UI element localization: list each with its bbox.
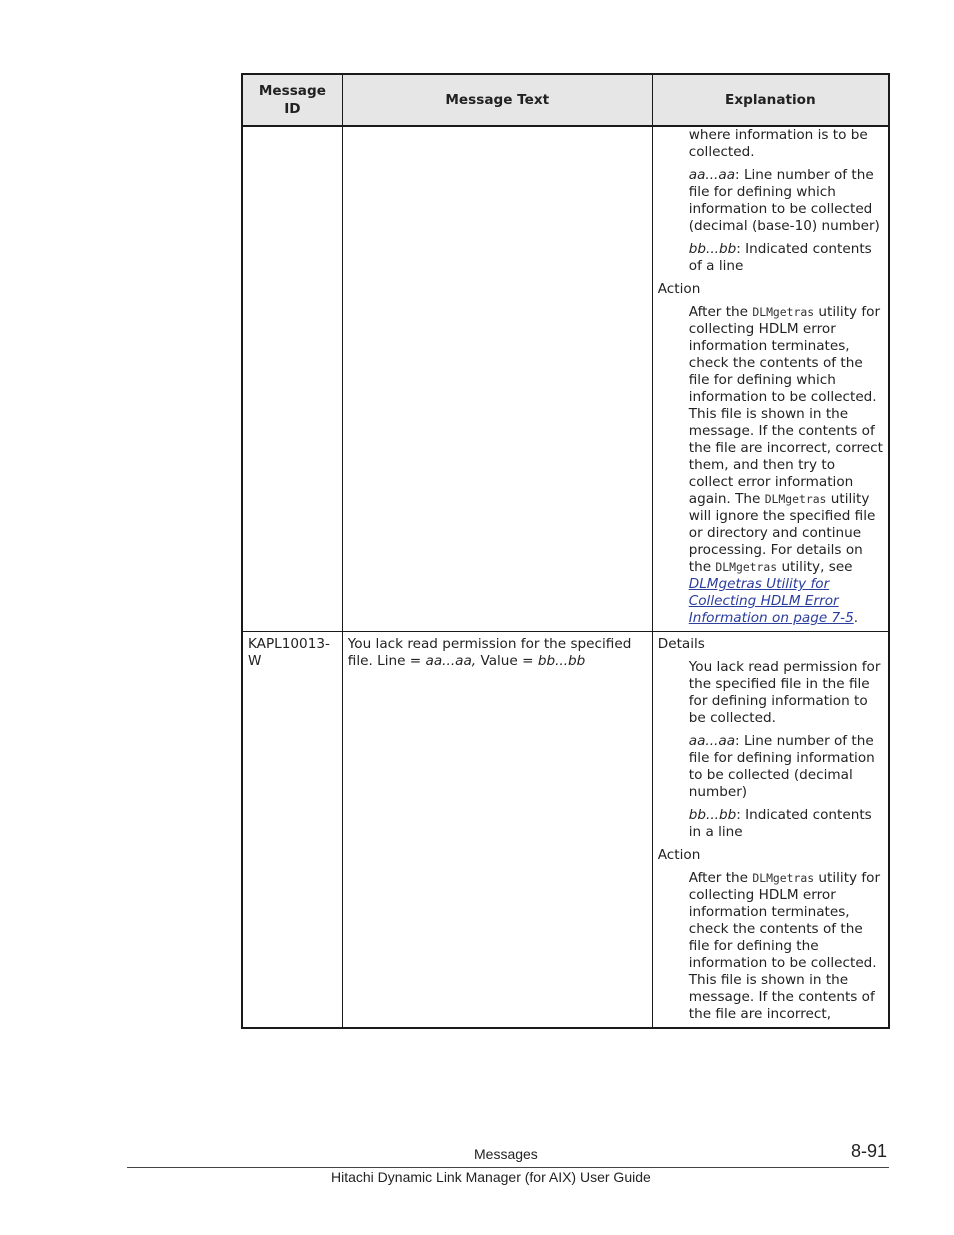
footer-section-name: Messages [474,1146,538,1162]
page-number: 8-91 [851,1141,888,1161]
table-header-row [242,74,889,126]
header-message-id: Message ID [242,74,342,126]
table-row [242,632,889,1029]
action-heading: Action [657,281,701,297]
action-paragraph: After the DLMgetras utility for collecting HDLM error information terminates, check the contents of the file for defining which information to be collected. This file is shown in the message. If the contents of the file are incorrect, correct them, and then try to collect error information again. The DLMgetras utility will ignore the specified file or directory and continue processing. For details on the DLMgetras utility, see DLMgetras Utility for Collecting HDLM Error Information on page 7-5. [688,304,883,626]
details-heading: Details [657,636,705,652]
code-dlmgetras: DLMgetras [715,560,778,574]
explanation-paragraph: aa...aa: Line number of the file for defining information to be collected (decimal number) [688,733,875,800]
message-text-cell [342,126,652,632]
explanation-paragraph: bb...bb: Indicated contents of a line [688,241,872,274]
header-explanation: Explanation [652,74,889,126]
code-dlmgetras: DLMgetras [752,305,815,319]
action-paragraph: After the DLMgetras utility for collecting HDLM error information terminates, check the contents of the file for defining the information to be collected. This file is shown in the message. If the contents of the file are incorrect, [688,870,881,1022]
message-text-cell: You lack read permission for the specified file. Line = aa...aa, Value = bb...bb [342,632,652,1029]
explanation-paragraph: aa...aa: Line number of the file for defining which information to be collected (decimal (base-10) number) [688,167,880,234]
explanation-cell [652,126,889,632]
dlmgetras-utility-link[interactable]: DLMgetras Utility for Collecting HDLM Error Information on page 7-5 [688,576,854,626]
table-row [242,126,889,632]
explanation-paragraph: bb...bb: Indicated contents in a line [688,807,872,840]
explanation-cell [652,632,889,1029]
message-table [241,73,890,1029]
header-message-text: Message Text [342,74,652,126]
code-dlmgetras: DLMgetras [764,492,827,506]
action-heading: Action [657,847,701,863]
message-id-cell [242,126,342,632]
explanation-paragraph: where information is to be collected. [688,127,868,160]
explanation-paragraph: You lack read permission for the specified file in the file for defining information to be collected. [688,659,881,726]
footer-document-title: Hitachi Dynamic Link Manager (for AIX) User Guide [331,1169,651,1185]
code-dlmgetras: DLMgetras [752,871,815,885]
footer-divider [127,1167,889,1168]
message-id-cell: KAPL10013-W [242,632,342,1029]
